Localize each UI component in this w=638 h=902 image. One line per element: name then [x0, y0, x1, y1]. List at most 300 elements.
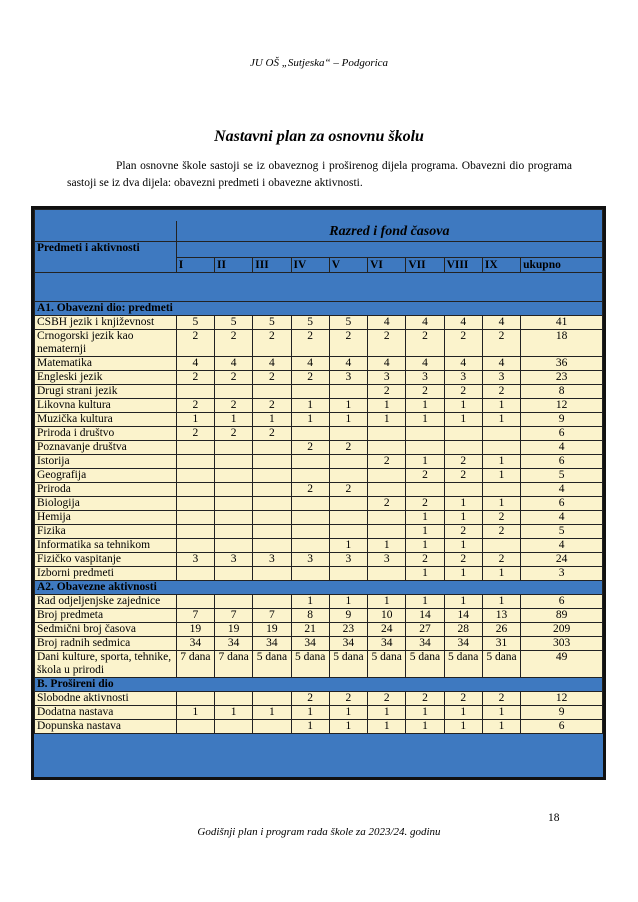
table-cell: 5 [253, 316, 291, 330]
table-cell [176, 720, 214, 734]
table-cell: 6 [521, 427, 603, 441]
row-label: CSBH jezik i književnost [35, 316, 177, 330]
section-row [35, 302, 603, 316]
table-cell: 1 [368, 595, 406, 609]
table-cell: 1 [253, 413, 291, 427]
plan-table-body [35, 210, 603, 734]
table-cell [368, 441, 406, 455]
table-cell [215, 595, 253, 609]
table-cell: 34 [329, 637, 367, 651]
table-cell: 1 [482, 706, 520, 720]
table-cell: 1 [406, 706, 444, 720]
table-cell: 2 [329, 483, 367, 497]
table-cell: 1 [406, 399, 444, 413]
table-cell: 3 [329, 553, 367, 567]
row-label: Slobodne aktivnosti [35, 692, 177, 706]
table-cell: 12 [521, 399, 603, 413]
table-cell: 1 [368, 399, 406, 413]
table-cell [329, 525, 367, 539]
table-cell [253, 692, 291, 706]
table-cell: 5 dana [368, 651, 406, 678]
row-label: Biologija [35, 497, 177, 511]
table-row [35, 623, 603, 637]
page-header: JU OŠ „Sutjeska“ – Podgorica [249, 57, 389, 69]
table-row [35, 357, 603, 371]
table-cell: 1 [444, 413, 482, 427]
table-cell: 4 [482, 316, 520, 330]
table-row [35, 567, 603, 581]
table-row [35, 441, 603, 455]
table-cell: 2 [215, 330, 253, 357]
table-cell: 24 [521, 553, 603, 567]
table-cell: 7 [253, 609, 291, 623]
table-cell: 4 [329, 357, 367, 371]
table-cell [215, 497, 253, 511]
table-cell: 1 [444, 511, 482, 525]
row-header-label: Predmeti i aktivnosti [35, 242, 177, 273]
table-title: Razred i fond časova [176, 221, 602, 242]
table-cell: 1 [368, 413, 406, 427]
table-cell: 5 [215, 316, 253, 330]
table-cell: 2 [329, 441, 367, 455]
intro-text: Plan osnovne škole sastoji se iz obaveznog i proširenog dijela programa. Obavezni dio programa sastoji se iz dva dijela: obavezni predmeti i obavezne aktivnosti. [67, 160, 572, 189]
table-cell [253, 497, 291, 511]
table-cell: 2 [444, 469, 482, 483]
column-header: II [215, 258, 253, 273]
table-cell [176, 469, 214, 483]
row-label: Muzička kultura [35, 413, 177, 427]
table-cell: 34 [253, 637, 291, 651]
row-label: Broj predmeta [35, 609, 177, 623]
table-cell: 2 [291, 692, 329, 706]
table-cell [215, 441, 253, 455]
section-row [35, 581, 603, 595]
row-label: Fizičko vaspitanje [35, 553, 177, 567]
table-cell: 2 [482, 525, 520, 539]
table-cell: 5 [521, 525, 603, 539]
table-cell [291, 385, 329, 399]
table-cell: 1 [291, 413, 329, 427]
table-cell [176, 692, 214, 706]
table-cell: 5 [291, 316, 329, 330]
table-row [35, 427, 603, 441]
table-cell: 2 [406, 469, 444, 483]
table-cell [482, 441, 520, 455]
table-cell: 2 [291, 330, 329, 357]
table-cell [368, 483, 406, 497]
table-cell: 1 [329, 413, 367, 427]
table-cell: 1 [482, 455, 520, 469]
table-cell: 1 [444, 720, 482, 734]
table-gap-row [35, 273, 603, 302]
table-cell [444, 427, 482, 441]
table-cell: 3 [329, 371, 367, 385]
table-cell [482, 483, 520, 497]
table-cell: 1 [368, 720, 406, 734]
table-cell: 4 [368, 357, 406, 371]
table-cell: 209 [521, 623, 603, 637]
table-cell: 2 [482, 385, 520, 399]
table-cell: 5 [176, 316, 214, 330]
table-cell: 5 [521, 469, 603, 483]
table-cell: 7 dana [215, 651, 253, 678]
table-cell: 1 [444, 706, 482, 720]
row-label: Drugi strani jezik [35, 385, 177, 399]
table-cell: 2 [406, 692, 444, 706]
table-cell: 5 dana [406, 651, 444, 678]
table-cell: 1 [176, 413, 214, 427]
table-cell: 6 [521, 720, 603, 734]
intro-paragraph [67, 158, 572, 192]
table-cell: 1 [406, 567, 444, 581]
table-cell: 19 [253, 623, 291, 637]
table-cell: 2 [253, 427, 291, 441]
table-cell: 2 [291, 371, 329, 385]
table-row [35, 609, 603, 623]
table-cell: 5 dana [291, 651, 329, 678]
table-row [35, 399, 603, 413]
table-cell: 1 [406, 413, 444, 427]
table-cell [176, 511, 214, 525]
table-cell: 3 [444, 371, 482, 385]
row-label: Likovna kultura [35, 399, 177, 413]
table-row [35, 511, 603, 525]
table-cell: 18 [521, 330, 603, 357]
table-cell: 4 [521, 539, 603, 553]
table-cell: 1 [406, 455, 444, 469]
table-cell: 1 [406, 525, 444, 539]
table-cell [253, 539, 291, 553]
table-cell: 2 [176, 371, 214, 385]
table-cell [176, 455, 214, 469]
table-cell: 2 [444, 385, 482, 399]
table-row [35, 525, 603, 539]
column-header: VII [406, 258, 444, 273]
column-header: I [176, 258, 214, 273]
table-cell: 1 [329, 706, 367, 720]
table-cell: 34 [215, 637, 253, 651]
table-cell: 3 [368, 371, 406, 385]
row-label: Izborni predmeti [35, 567, 177, 581]
section-label: A2. Obavezne aktivnosti [35, 581, 603, 595]
table-cell [291, 497, 329, 511]
table-top-spacer [35, 210, 603, 222]
table-cell [329, 497, 367, 511]
table-cell: 3 [368, 553, 406, 567]
plan-table-frame [31, 206, 606, 780]
table-cell: 2 [406, 497, 444, 511]
table-cell [406, 441, 444, 455]
table-cell: 1 [406, 720, 444, 734]
table-cell: 303 [521, 637, 603, 651]
table-cell [215, 483, 253, 497]
table-row [35, 330, 603, 357]
table-cell: 1 [291, 399, 329, 413]
table-cell [368, 567, 406, 581]
table-cell: 89 [521, 609, 603, 623]
table-cell [329, 385, 367, 399]
table-cell: 4 [368, 316, 406, 330]
table-row [35, 539, 603, 553]
table-cell: 34 [176, 637, 214, 651]
table-row [35, 651, 603, 678]
table-cell: 2 [215, 399, 253, 413]
table-cell: 12 [521, 692, 603, 706]
column-header: V [329, 258, 367, 273]
table-row [35, 316, 603, 330]
table-cell: 49 [521, 651, 603, 678]
table-cell: 1 [368, 706, 406, 720]
table-cell [329, 469, 367, 483]
table-row [35, 720, 603, 734]
column-header: ukupno [521, 258, 603, 273]
table-cell: 1 [291, 595, 329, 609]
table-row [35, 371, 603, 385]
table-cell [253, 720, 291, 734]
table-cell [253, 567, 291, 581]
table-cell [329, 511, 367, 525]
table-cell: 2 [444, 692, 482, 706]
column-header: VIII [444, 258, 482, 273]
table-cell: 2 [215, 371, 253, 385]
table-cell [329, 427, 367, 441]
table-row [35, 553, 603, 567]
table-cell: 2 [482, 511, 520, 525]
table-cell: 8 [291, 609, 329, 623]
table-cell: 1 [253, 706, 291, 720]
table-cell: 9 [521, 413, 603, 427]
table-cell: 4 [215, 357, 253, 371]
table-cell: 2 [406, 385, 444, 399]
row-label: Fizika [35, 525, 177, 539]
table-cell: 24 [368, 623, 406, 637]
table-cell: 2 [368, 497, 406, 511]
table-row [35, 413, 603, 427]
table-cell [176, 595, 214, 609]
table-cell: 1 [444, 595, 482, 609]
table-cell [253, 525, 291, 539]
table-cell: 1 [176, 706, 214, 720]
table-cell: 2 [482, 692, 520, 706]
row-label: Engleski jezik [35, 371, 177, 385]
table-cell: 7 dana [176, 651, 214, 678]
table-cell: 34 [444, 637, 482, 651]
row-label: Broj radnih sedmica [35, 637, 177, 651]
page-number: 18 [548, 812, 560, 824]
table-row [35, 497, 603, 511]
table-cell [291, 539, 329, 553]
table-cell: 1 [444, 539, 482, 553]
table-cell: 2 [253, 330, 291, 357]
table-cell: 2 [444, 553, 482, 567]
table-cell [444, 483, 482, 497]
table-cell: 5 dana [444, 651, 482, 678]
table-cell [253, 441, 291, 455]
table-cell: 21 [291, 623, 329, 637]
table-cell [253, 385, 291, 399]
table-cell: 8 [521, 385, 603, 399]
table-cell [176, 385, 214, 399]
table-cell [253, 483, 291, 497]
table-cell: 1 [444, 497, 482, 511]
table-cell: 36 [521, 357, 603, 371]
table-cell: 1 [406, 511, 444, 525]
table-cell [368, 427, 406, 441]
table-cell: 1 [329, 539, 367, 553]
table-cell: 26 [482, 623, 520, 637]
table-cell: 2 [176, 330, 214, 357]
page-title: Nastavni plan za osnovnu školu [214, 128, 424, 145]
row-label: Priroda i društvo [35, 427, 177, 441]
table-cell: 1 [215, 413, 253, 427]
row-label: Istorija [35, 455, 177, 469]
table-cell [482, 427, 520, 441]
table-cell: 1 [444, 399, 482, 413]
table-cell: 4 [521, 483, 603, 497]
section-label: B. Prošireni dio [35, 678, 603, 692]
table-cell: 2 [215, 427, 253, 441]
table-cell: 2 [176, 399, 214, 413]
table-row [35, 595, 603, 609]
table-cell: 4 [176, 357, 214, 371]
table-cell: 41 [521, 316, 603, 330]
table-cell: 2 [329, 692, 367, 706]
table-cell: 1 [482, 567, 520, 581]
table-cell: 1 [215, 706, 253, 720]
table-cell: 3 [521, 567, 603, 581]
table-row [35, 469, 603, 483]
table-cell [176, 539, 214, 553]
table-cell [406, 483, 444, 497]
table-cell [215, 511, 253, 525]
table-cell: 3 [406, 371, 444, 385]
row-label: Matematika [35, 357, 177, 371]
table-cell: 1 [444, 567, 482, 581]
table-cell: 2 [444, 330, 482, 357]
column-header: VI [368, 258, 406, 273]
table-cell [368, 525, 406, 539]
table-cell: 4 [521, 511, 603, 525]
table-cell: 4 [406, 357, 444, 371]
table-cell: 2 [406, 330, 444, 357]
plan-table [34, 209, 603, 734]
table-row [35, 385, 603, 399]
table-cell: 4 [406, 316, 444, 330]
table-cell [215, 469, 253, 483]
table-cell [444, 441, 482, 455]
row-label: Informatika sa tehnikom [35, 539, 177, 553]
table-cell: 7 [215, 609, 253, 623]
section-label: A1. Obavezni dio: predmeti [35, 302, 603, 316]
table-cell: 4 [521, 441, 603, 455]
table-cell [215, 567, 253, 581]
table-title-row [35, 221, 603, 242]
table-cell [253, 469, 291, 483]
table-cell: 2 [444, 525, 482, 539]
table-cell: 1 [482, 497, 520, 511]
table-cell: 19 [215, 623, 253, 637]
table-cell: 34 [406, 637, 444, 651]
table-cell [253, 511, 291, 525]
table-cell [368, 469, 406, 483]
table-cell: 3 [176, 553, 214, 567]
table-cell [215, 385, 253, 399]
row-label: Crnogorski jezik kao nematernji [35, 330, 177, 357]
row-label: Dodatna nastava [35, 706, 177, 720]
table-cell [176, 441, 214, 455]
row-label: Rad odjeljenjske zajednice [35, 595, 177, 609]
table-cell: 2 [291, 483, 329, 497]
table-cell: 3 [291, 553, 329, 567]
table-row [35, 706, 603, 720]
table-cell [176, 525, 214, 539]
table-cell: 2 [482, 553, 520, 567]
table-cell: 2 [368, 692, 406, 706]
table-cell [215, 692, 253, 706]
table-row [35, 692, 603, 706]
table-cell: 4 [444, 316, 482, 330]
table-cell: 34 [368, 637, 406, 651]
table-cell [253, 455, 291, 469]
row-label: Poznavanje društva [35, 441, 177, 455]
table-cell: 2 [444, 455, 482, 469]
table-cell: 7 [176, 609, 214, 623]
table-cell: 5 dana [253, 651, 291, 678]
table-cell: 1 [482, 720, 520, 734]
table-cell: 34 [291, 637, 329, 651]
table-row [35, 483, 603, 497]
table-cell [368, 511, 406, 525]
column-header-row [35, 242, 603, 258]
table-cell: 1 [329, 720, 367, 734]
column-header: III [253, 258, 291, 273]
table-cell: 1 [368, 539, 406, 553]
table-cell [329, 455, 367, 469]
table-cell [253, 595, 291, 609]
table-cell: 2 [482, 330, 520, 357]
table-cell [215, 455, 253, 469]
table-cell: 2 [368, 330, 406, 357]
table-cell: 4 [482, 357, 520, 371]
table-cell [215, 720, 253, 734]
table-cell: 1 [406, 539, 444, 553]
table-cell [176, 497, 214, 511]
table-cell: 6 [521, 497, 603, 511]
table-cell: 31 [482, 637, 520, 651]
table-cell: 9 [329, 609, 367, 623]
table-cell [291, 525, 329, 539]
table-cell: 28 [444, 623, 482, 637]
section-row [35, 678, 603, 692]
table-cell: 10 [368, 609, 406, 623]
table-cell: 3 [482, 371, 520, 385]
table-row [35, 455, 603, 469]
table-cell: 5 dana [482, 651, 520, 678]
column-header: IX [482, 258, 520, 273]
table-cell: 6 [521, 455, 603, 469]
row-label: Dani kulture, sporta, tehnike, škola u prirodi [35, 651, 177, 678]
table-cell [215, 525, 253, 539]
table-cell: 2 [368, 385, 406, 399]
table-cell [291, 567, 329, 581]
table-cell: 13 [482, 609, 520, 623]
table-cell [215, 539, 253, 553]
row-label: Sedmični broj časova [35, 623, 177, 637]
table-cell: 1 [482, 469, 520, 483]
row-label: Dopunska nastava [35, 720, 177, 734]
table-cell [291, 455, 329, 469]
table-cell [482, 539, 520, 553]
